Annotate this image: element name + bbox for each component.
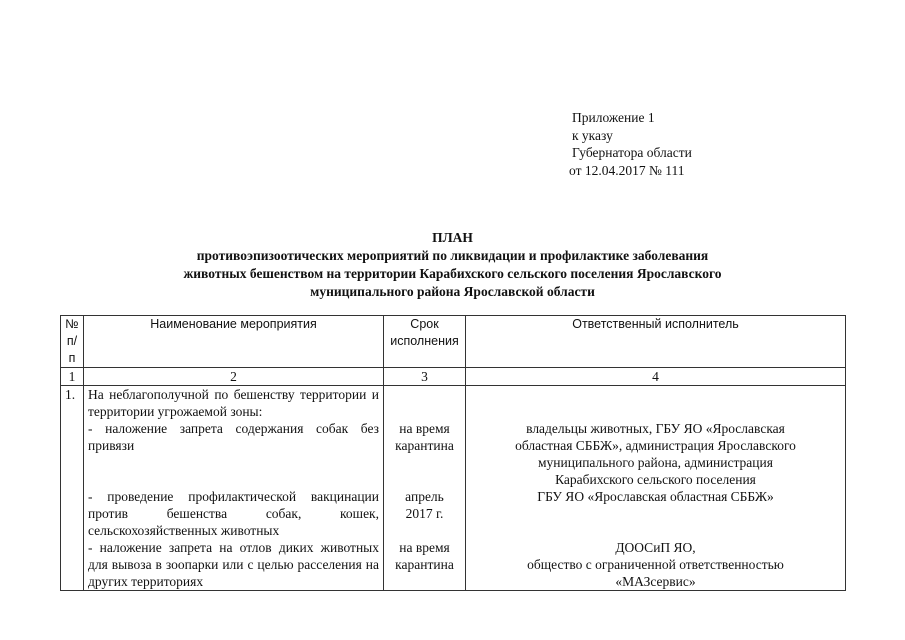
measure-item: - наложение запрета на отлов диких животных для вывоза в зоопарки или с целью расселения на других территориях: [88, 540, 379, 589]
executor-value: общество с ограниченной ответственностью: [527, 557, 784, 572]
measure-cell: [84, 386, 384, 591]
executor-value: Карабихского сельского поселения: [555, 472, 756, 487]
appendix-line: Губернатора области: [572, 145, 692, 160]
executor-value: владельцы животных, ГБУ ЯО «Ярославская: [526, 421, 785, 436]
term-value: на время: [399, 540, 450, 555]
index-cell: 3: [384, 368, 466, 386]
executor-value: ДООСиП ЯО,: [615, 540, 696, 555]
executor-value: областная СББЖ», администрация Ярославского: [515, 438, 796, 453]
index-cell: 4: [466, 368, 846, 386]
table-row: [61, 386, 846, 591]
appendix-line: к указу: [572, 127, 613, 143]
appendix-line: от 12.04.2017 № 111: [569, 162, 685, 178]
appendix-line: Приложение 1: [572, 110, 655, 125]
term-value: карантина: [395, 438, 454, 453]
term-value: апрель: [405, 489, 444, 504]
measure-item: - проведение профилактической вакцинации против бешенства собак, кошек, сельскохозяйственных животных: [88, 489, 379, 538]
measure-item: - наложение запрета содержания собак без привязи: [88, 421, 379, 453]
index-cell: 1: [61, 368, 84, 386]
executor-value: «МАЗсервис»: [615, 574, 696, 589]
title-line: муниципального района Ярославской области: [310, 284, 595, 299]
term-value: карантина: [395, 557, 454, 572]
appendix-block: [569, 109, 692, 179]
header-name: Наименование мероприятия: [84, 316, 384, 368]
executor-value: муниципального района, администрация: [538, 455, 773, 470]
title-heading: ПЛАН: [432, 230, 473, 245]
measure-intro: На неблагополучной по бешенству территории и территории угрожаемой зоны:: [88, 387, 379, 419]
index-row: [61, 368, 846, 386]
plan-table: [60, 315, 846, 591]
executor-value: ГБУ ЯО «Ярославская областная СББЖ»: [537, 489, 774, 504]
title-line: животных бешенством на территории Карабихского сельского поселения Ярославского: [183, 266, 722, 281]
header-num: № п/п: [61, 316, 84, 368]
header-term: Срок исполнения: [384, 316, 466, 368]
term-value: на время: [399, 421, 450, 436]
executor-cell: [466, 386, 846, 591]
document-title: [60, 229, 845, 301]
term-value: 2017 г.: [405, 506, 444, 521]
index-cell: 2: [84, 368, 384, 386]
term-cell: [384, 386, 466, 591]
header-row: [61, 316, 846, 368]
header-executor: Ответственный исполнитель: [466, 316, 846, 368]
row-number: 1.: [61, 386, 84, 591]
title-line: противоэпизоотических мероприятий по ликвидации и профилактике заболевания: [196, 248, 709, 263]
